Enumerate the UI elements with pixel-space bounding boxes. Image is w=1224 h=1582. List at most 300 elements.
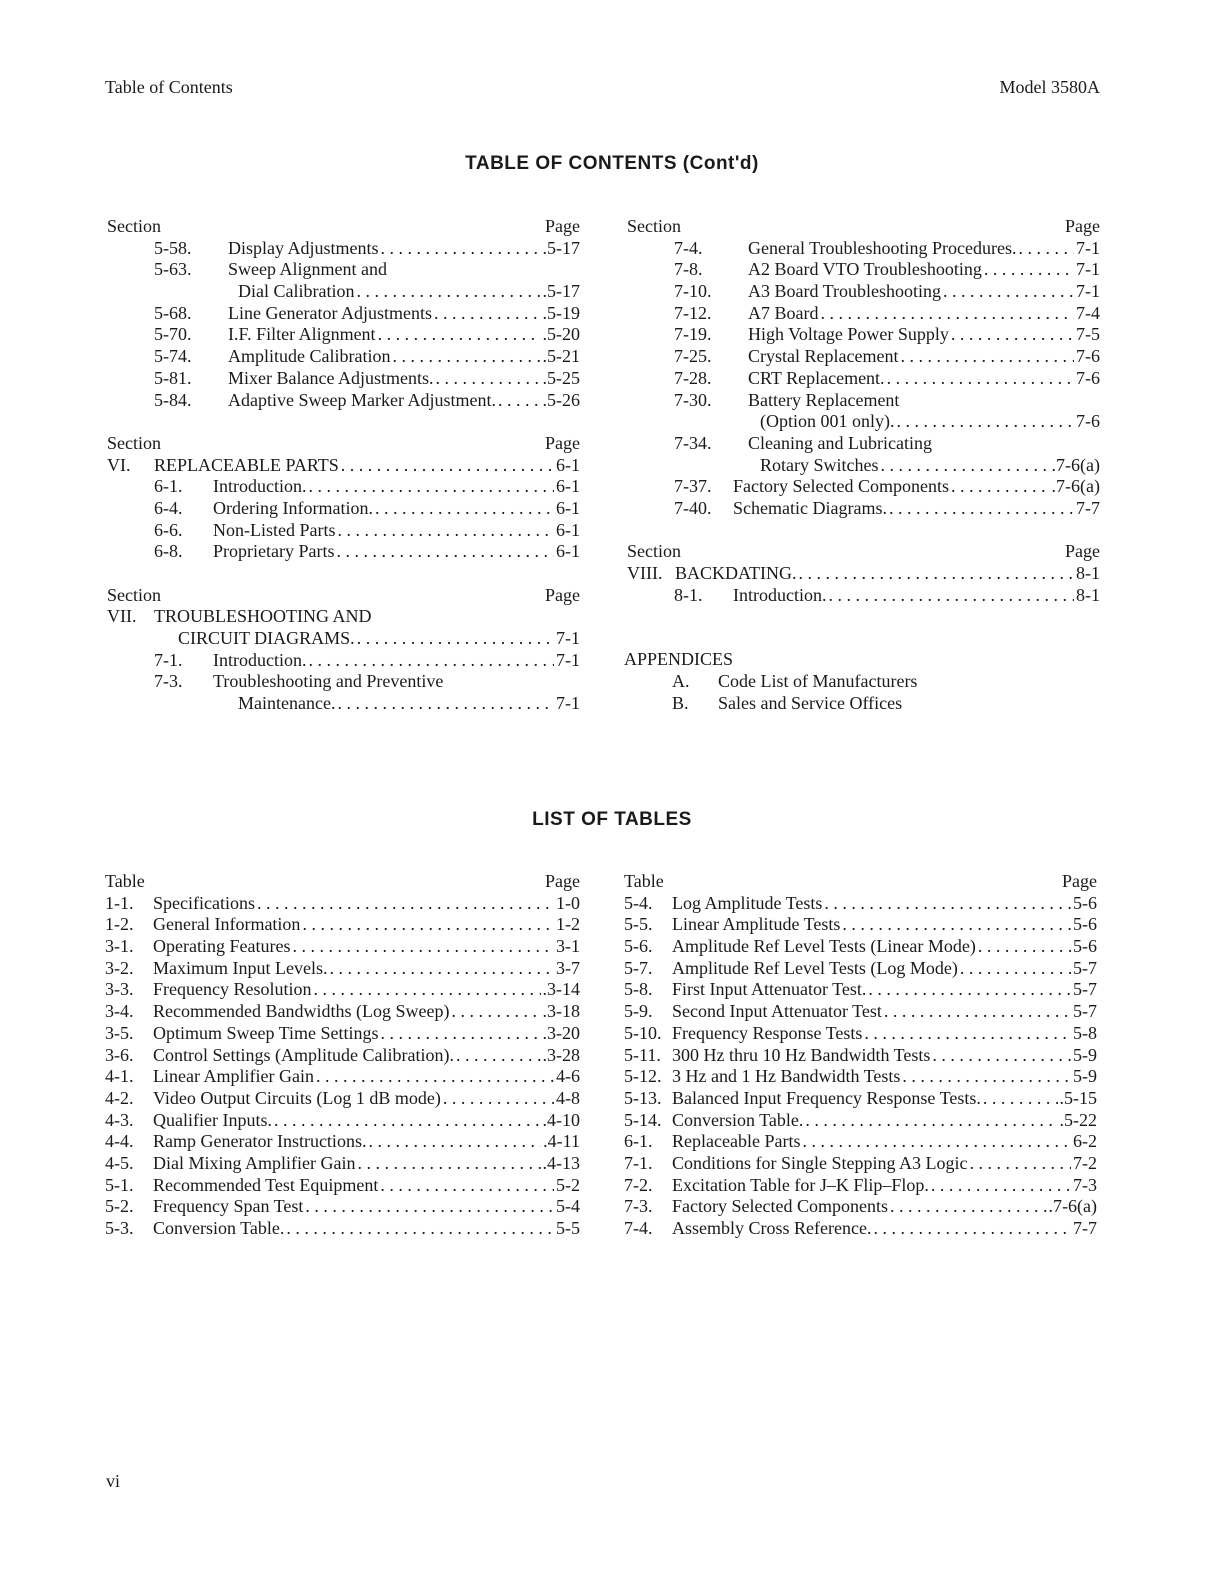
entry-number: 7-3. (624, 1196, 653, 1217)
entry-title: 300 Hz thru 10 Hz Bandwidth Tests (672, 1044, 931, 1065)
entry-title: BACKDATING. (675, 563, 797, 583)
entry-number: 4-1. (105, 1066, 134, 1087)
toc-entry (107, 520, 580, 542)
entry-page: .5-20 (542, 324, 580, 345)
entry-title: Frequency Span Test (153, 1196, 304, 1217)
entry-page: .5-15 (1059, 1087, 1097, 1108)
entry-title: Ordering Information. (213, 497, 373, 518)
toc-entry (105, 1196, 580, 1218)
entry-number: 5-8. (624, 979, 653, 1000)
section-label: Section (107, 432, 161, 453)
page-label: Page (545, 871, 580, 891)
entry-title: Troubleshooting and Preventive (213, 671, 444, 692)
entry-page: 7-5 (1076, 324, 1100, 345)
dot-leader (871, 1218, 1071, 1240)
dot-leader (976, 936, 1071, 958)
dot-leader (454, 1045, 541, 1067)
dot-leader (982, 259, 1074, 281)
entry-title: A7 Board (748, 302, 819, 323)
entry-page: 7-6 (1076, 411, 1100, 432)
entry-number: 5-81. (154, 367, 192, 388)
toc-entry (107, 346, 580, 368)
dot-leader (378, 1175, 554, 1197)
appendix-item: B. Sales and Service Offices (672, 692, 903, 713)
entry-page: 8-1 (1076, 563, 1100, 583)
entry-page: 6-1 (556, 497, 580, 518)
entry-number: 7-4. (624, 1218, 653, 1238)
entry-title: Qualifier Inputs. (153, 1109, 272, 1130)
dot-leader (290, 936, 554, 958)
entry-page: .5-25 (542, 367, 580, 388)
table-header (105, 871, 580, 893)
entry-number: 5-14. (624, 1109, 662, 1130)
entry-page: 6-1 (556, 476, 580, 497)
entry-title: Dial Calibration (238, 281, 355, 302)
entry-title: Mixer Balance Adjustments. (228, 367, 434, 388)
dot-leader (930, 1045, 1071, 1067)
tables-left-list (105, 893, 580, 1240)
page-number: vi (106, 1471, 121, 1491)
toc-entry (627, 303, 1100, 325)
entry-title: General Troubleshooting Procedures. (748, 237, 1017, 258)
toc-entry (627, 390, 1100, 412)
dot-leader (958, 958, 1071, 980)
entry-page: .3-18 (542, 1001, 580, 1022)
entry-page: .3-20 (542, 1022, 580, 1043)
entry-page: 4-8 (556, 1087, 580, 1108)
toc-entry (107, 671, 580, 693)
entry-page: 7-1 (1076, 237, 1100, 258)
entry-number: 6-8. (154, 541, 183, 562)
entry-number: VIII. (627, 563, 663, 583)
entry-page: 5-6 (1073, 936, 1097, 957)
entry-number: 7-3. (154, 671, 183, 692)
entry-number: 5-74. (154, 346, 192, 367)
entry-title: Replaceable Parts (672, 1131, 801, 1152)
entry-title: Frequency Resolution (153, 979, 312, 1000)
toc-entry (624, 1175, 1097, 1197)
entry-title: A3 Board Troubleshooting (748, 281, 942, 302)
entry-page: 4-6 (556, 1066, 580, 1087)
dot-leader (390, 346, 540, 368)
toc-entry (627, 411, 1100, 433)
entry-page: 8-1 (1076, 584, 1100, 605)
toc-entry (105, 979, 580, 1001)
dot-leader (432, 303, 541, 325)
toc-title: TABLE OF CONTENTS (Cont'd) (465, 153, 759, 174)
dot-leader (888, 1196, 1047, 1218)
dot-leader (311, 979, 540, 1001)
toc-entry (107, 650, 580, 672)
toc-entry (107, 281, 580, 303)
toc-entry (624, 914, 1097, 936)
dot-leader (355, 1153, 540, 1175)
entry-page: 7-7 (1076, 497, 1100, 518)
entry-title: Control Settings (Amplitude Calibration). (153, 1044, 454, 1065)
dot-leader (826, 585, 1074, 607)
dot-leader (895, 411, 1075, 433)
entry-title: Frequency Response Tests (672, 1022, 863, 1043)
entry-title: Ramp Generator Instructions. (153, 1131, 367, 1152)
entry-title: High Voltage Power Supply (748, 324, 949, 345)
dot-leader (272, 1110, 541, 1132)
entry-title: A2 Board VTO Troubleshooting (748, 259, 982, 280)
toc-entry (627, 563, 1100, 585)
toc-entry (105, 1023, 580, 1045)
entry-number: 5-11. (624, 1044, 661, 1065)
toc-entry (624, 958, 1097, 980)
entry-number: 5-13. (624, 1087, 662, 1108)
entry-page: 5-6 (1073, 914, 1097, 935)
entry-page: 7-4 (1076, 302, 1100, 323)
tables-left-column (105, 871, 580, 1240)
toc-entry (624, 1066, 1097, 1088)
table-header (624, 871, 1097, 893)
entry-page: .5-17 (542, 281, 580, 302)
entry-title: Dial Mixing Amplifier Gain (153, 1152, 356, 1173)
entry-title: Second Input Attenuator Test (672, 1001, 882, 1022)
toc-entry (624, 936, 1097, 958)
entry-number: 5-3. (105, 1218, 134, 1238)
page-label: Page (545, 216, 580, 236)
dot-leader (866, 979, 1071, 1001)
entry-number: 1-2. (105, 914, 134, 935)
dot-leader (433, 368, 540, 390)
entry-page: 7-2 (1073, 1152, 1097, 1173)
dot-leader (366, 1131, 541, 1153)
entry-page: 5-9 (1073, 1044, 1097, 1065)
entry-page: 5-6 (1073, 892, 1097, 913)
entry-number: 5-2. (105, 1196, 134, 1217)
entry-title: Log Amplitude Tests (672, 892, 823, 913)
toc-entry (624, 1088, 1097, 1110)
entry-number: 6-6. (154, 519, 183, 540)
entry-title: Specifications (153, 892, 255, 913)
entry-title: REPLACEABLE PARTS (154, 454, 339, 475)
dot-leader (879, 455, 1050, 477)
entry-number: 5-63. (154, 259, 192, 280)
entry-number: 7-1. (154, 649, 183, 670)
toc-entry (105, 1001, 580, 1023)
entry-page: 6-2 (1073, 1131, 1097, 1152)
entry-number: 4-5. (105, 1152, 134, 1173)
entry-number: 4-3. (105, 1109, 134, 1130)
entry-title: Display Adjustments (228, 237, 379, 258)
dot-leader (449, 1001, 540, 1023)
entry-title: Introduction. (733, 584, 827, 605)
entry-title: Amplitude Ref Level Tests (Log Mode) (672, 957, 958, 978)
entry-number: 7-10. (674, 281, 712, 302)
toc-entry (624, 979, 1097, 1001)
entry-page: 7-1 (1076, 281, 1100, 302)
entry-number: 5-84. (154, 389, 192, 410)
entry-title: Recommended Bandwidths (Log Sweep) (153, 1001, 450, 1022)
entry-number: 1-1. (105, 892, 134, 913)
entry-number: 3-5. (105, 1022, 134, 1043)
entry-page: .5-22 (1059, 1109, 1097, 1130)
toc-entry (624, 893, 1097, 915)
dot-leader (840, 914, 1071, 936)
section-header (107, 585, 580, 607)
dot-leader (929, 1175, 1071, 1197)
section-header (627, 216, 1100, 238)
entry-number: 7-19. (674, 324, 712, 345)
entry-page: 5-2 (556, 1174, 580, 1195)
entry-number: 8-1. (674, 584, 703, 605)
toc-entry (107, 498, 580, 520)
toc-entry (624, 1001, 1097, 1023)
entry-title: Rotary Switches (760, 454, 879, 475)
entry-number: 7-30. (674, 389, 712, 410)
toc-entry (624, 1153, 1097, 1175)
toc-entry (627, 433, 1100, 455)
entry-number: 5-12. (624, 1066, 662, 1087)
toc-left-sec6-list (107, 455, 580, 563)
dot-leader (334, 541, 554, 563)
dot-leader (335, 520, 554, 542)
entry-title: I.F. Filter Alignment (228, 324, 376, 345)
entry-number: 3-4. (105, 1001, 134, 1022)
entry-title: Recommended Test Equipment (153, 1174, 379, 1195)
toc-entry (105, 1153, 580, 1175)
entry-page: 7-1 (556, 628, 580, 649)
toc-entry (107, 628, 580, 650)
entry-number: 5-70. (154, 324, 192, 345)
dot-leader (949, 324, 1074, 346)
entry-number: 5-6. (624, 936, 653, 957)
entry-number: 3-3. (105, 979, 134, 1000)
entry-page: .5-26 (542, 389, 580, 410)
entry-page: 7-1 (556, 693, 580, 714)
dot-leader (379, 1023, 541, 1045)
toc-entry (105, 958, 580, 980)
entry-title: Introduction. (213, 476, 307, 497)
entry-page: 5-4 (556, 1196, 580, 1217)
toc-entry (627, 585, 1100, 607)
entry-title: TROUBLESHOOTING AND (154, 606, 372, 627)
entry-number: 3-6. (105, 1044, 134, 1065)
entry-title: Crystal Replacement (748, 346, 899, 367)
entry-title: Battery Replacement (748, 389, 900, 410)
entry-number: 7-40. (674, 497, 712, 518)
toc-entry (627, 238, 1100, 260)
dot-leader (885, 368, 1074, 390)
entry-page: .5-19 (542, 302, 580, 323)
toc-entry (107, 455, 580, 477)
dot-leader (1016, 238, 1074, 260)
entry-title: Factory Selected Components (672, 1196, 888, 1217)
entry-title: Video Output Circuits (Log 1 dB mode) (153, 1087, 441, 1108)
toc-entry (105, 893, 580, 915)
toc-entry (624, 1045, 1097, 1067)
tables-right-list (624, 893, 1097, 1240)
entry-number: VI. (107, 454, 131, 475)
dot-leader (900, 1066, 1071, 1088)
entry-page: 5-8 (1073, 1022, 1097, 1043)
entry-page: 7-3 (1073, 1174, 1097, 1195)
entry-number: 5-9. (624, 1001, 653, 1022)
toc-entry (624, 1196, 1097, 1218)
entry-page: 1-0 (556, 892, 580, 913)
entry-page: .5-21 (542, 346, 580, 367)
toc-entry (107, 238, 580, 260)
dot-leader (800, 1131, 1071, 1153)
dot-leader (303, 1196, 554, 1218)
dot-leader (981, 1088, 1058, 1110)
dot-leader (949, 476, 1050, 498)
dot-leader (441, 1088, 554, 1110)
entry-page: .5-17 (542, 237, 580, 258)
dot-leader (300, 914, 554, 936)
toc-entry (627, 259, 1100, 281)
entry-title: CIRCUIT DIAGRAMS. (178, 628, 355, 649)
dot-leader (803, 1110, 1057, 1132)
toc-entry (105, 1131, 580, 1153)
entry-page: 6-1 (556, 541, 580, 562)
toc-entry (627, 498, 1100, 520)
entry-title: Conversion Table. (153, 1218, 285, 1238)
entry-title: Assembly Cross Reference. (672, 1218, 872, 1238)
page-label: Page (1065, 216, 1100, 236)
entry-title: Balanced Input Frequency Response Tests. (672, 1087, 981, 1108)
entry-number: 5-68. (154, 302, 192, 323)
entry-number: 5-10. (624, 1022, 662, 1043)
entry-title: Amplitude Ref Level Tests (Linear Mode) (672, 936, 976, 957)
toc-entry (107, 303, 580, 325)
toc-entry (624, 1131, 1097, 1153)
dot-leader (941, 281, 1074, 303)
entry-page: 6-1 (556, 519, 580, 540)
entry-number: 6-4. (154, 497, 183, 518)
entry-number: 3-1. (105, 936, 134, 957)
entry-page: 7-6 (1076, 367, 1100, 388)
tables-right-column (624, 871, 1097, 1240)
entry-title: Maximum Input Levels. (153, 957, 328, 978)
entry-title: Excitation Table for J–K Flip–Flop. (672, 1174, 929, 1195)
toc-entry (105, 1175, 580, 1197)
section-label: Section (627, 216, 681, 236)
entry-number: 7-12. (674, 302, 712, 323)
entry-page: 1-2 (556, 914, 580, 935)
dot-leader (862, 1023, 1071, 1045)
appendices-title: APPENDICES (624, 649, 734, 670)
section-header (107, 433, 580, 455)
section-header (627, 541, 1100, 563)
toc-entry (105, 914, 580, 936)
toc-entry (627, 324, 1100, 346)
running-header-left: Table of Contents (105, 77, 233, 97)
toc-entry (107, 606, 580, 628)
toc-entry (105, 1088, 580, 1110)
page-label: Page (545, 432, 580, 453)
dot-leader (255, 893, 554, 915)
entry-title: Schematic Diagrams. (733, 497, 887, 518)
entry-title: General Information (153, 914, 301, 935)
dot-leader (882, 1001, 1071, 1023)
page-label: Page (1065, 541, 1100, 562)
toc-entry (105, 1045, 580, 1067)
entry-page: 7-1 (1076, 259, 1100, 280)
entry-number: 3-2. (105, 957, 134, 978)
entry-page: 7-1 (556, 649, 580, 670)
entry-number: 4-2. (105, 1087, 134, 1108)
toc-entry (624, 1023, 1097, 1045)
entry-number: 7-4. (674, 237, 703, 258)
entry-title: First Input Attenuator Test. (672, 979, 867, 1000)
entry-number: 7-25. (674, 346, 712, 367)
entry-number: 7-8. (674, 259, 703, 280)
dot-leader (822, 893, 1071, 915)
dot-leader (373, 498, 554, 520)
dot-leader (496, 390, 541, 412)
entry-number: 5-1. (105, 1174, 134, 1195)
toc-left-sec7-list (107, 606, 580, 714)
dot-leader (306, 650, 554, 672)
appendix-item: A. Code List of Manufacturers (672, 671, 918, 692)
entry-page: 6-1 (556, 454, 580, 475)
dot-leader (284, 1218, 554, 1240)
dot-leader (797, 563, 1075, 585)
toc-entry (627, 455, 1100, 477)
entry-page: .7-6(a) (1051, 476, 1100, 497)
toc-entry (107, 390, 580, 412)
dot-leader (376, 324, 541, 346)
entry-number: 7-34. (674, 432, 712, 453)
dot-leader (887, 498, 1074, 520)
entry-page: 5-5 (556, 1218, 580, 1238)
page-label: Page (1062, 871, 1097, 891)
entry-number: 5-4. (624, 892, 653, 913)
toc-left-sec5-list (107, 238, 580, 412)
entry-page: .4-11 (543, 1131, 580, 1152)
entry-page: 7-7 (1073, 1218, 1097, 1238)
entry-title: Factory Selected Components (733, 476, 949, 497)
entry-number: 5-58. (154, 237, 192, 258)
entry-number: 4-4. (105, 1131, 134, 1152)
dot-leader (968, 1153, 1072, 1175)
section-label: Section (107, 216, 161, 236)
entry-page: 3-1 (556, 936, 580, 957)
toc-entry (107, 541, 580, 563)
entry-title: Introduction. (213, 649, 307, 670)
toc-entry (627, 368, 1100, 390)
toc-left-column (107, 216, 580, 715)
entry-number: 6-1. (624, 1131, 653, 1152)
running-header-right: Model 3580A (999, 77, 1100, 97)
dot-leader (355, 628, 554, 650)
entry-number: 5-5. (624, 914, 653, 935)
entry-title: Adaptive Sweep Marker Adjustment. (228, 389, 496, 410)
entry-page: 7-6 (1076, 346, 1100, 367)
entry-title: Sweep Alignment and (228, 259, 387, 280)
toc-entry (627, 476, 1100, 498)
toc-right-sec8-list (627, 563, 1100, 606)
toc-right-column (624, 216, 1100, 714)
entry-title: CRT Replacement. (748, 367, 885, 388)
dot-leader (335, 693, 554, 715)
entry-page: 5-7 (1073, 957, 1097, 978)
entry-page: .7-6(a) (1051, 454, 1100, 475)
entry-number: 7-28. (674, 367, 712, 388)
entry-page: .4-13 (542, 1152, 580, 1173)
entry-title: Conversion Table. (672, 1109, 804, 1130)
entry-title: Maintenance. (238, 693, 336, 714)
toc-entry (627, 346, 1100, 368)
dot-leader (354, 281, 540, 303)
toc-entry (107, 368, 580, 390)
entry-number: 5-7. (624, 957, 653, 978)
toc-right-sec7-list (627, 238, 1100, 520)
